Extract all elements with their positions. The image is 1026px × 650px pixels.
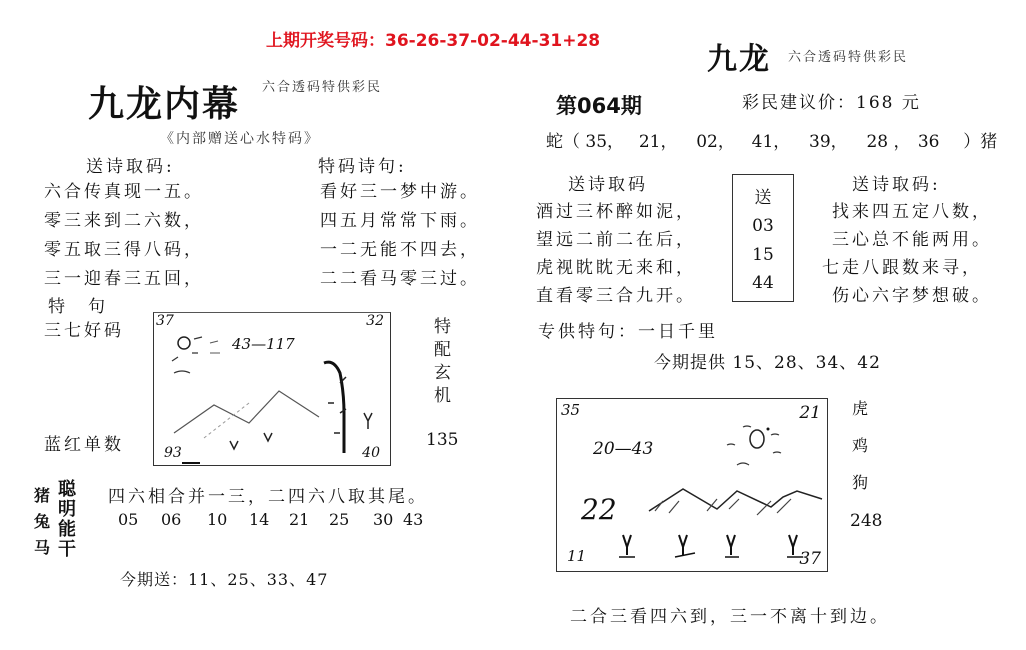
number-item: 06 xyxy=(161,510,182,529)
special-sentence-label: 特 句 xyxy=(48,297,108,317)
left-poem1-heading: 送诗取码: xyxy=(86,157,175,177)
right-side-number: 248 xyxy=(850,511,883,531)
poem-line: 三一迎春三五回， xyxy=(44,269,204,289)
left-number-list xyxy=(118,510,423,529)
vertical-char: 配 xyxy=(434,340,454,360)
number-item: 25 xyxy=(329,510,350,529)
send-numbers-box xyxy=(732,174,794,302)
left-sketch-picture xyxy=(153,312,391,466)
number-item: 10 xyxy=(207,510,228,529)
corner-number: 11 xyxy=(567,547,587,565)
good-codes-label: 三七好码 xyxy=(44,321,124,341)
left-title: 九龙内幕 xyxy=(88,83,241,125)
snake-number: 21， xyxy=(638,132,678,152)
corner-number: 40 xyxy=(362,445,380,461)
footer-rhyme: 二合三看四六到，三一不离十到边。 xyxy=(570,607,890,627)
corner-number: 21 xyxy=(799,403,821,423)
send-number: 44 xyxy=(752,272,774,293)
right-sketch-picture xyxy=(556,398,828,572)
left-side-vertical xyxy=(434,316,454,408)
poem-line: 零五取三得八码， xyxy=(44,240,204,260)
zodiac-char: 鸡 xyxy=(852,436,869,455)
poem-line: 六合传真现一五。 xyxy=(44,182,204,202)
number-item: 05 xyxy=(118,510,139,529)
right-poem2-heading: 送诗取码: xyxy=(852,175,941,195)
corner-number: 35 xyxy=(561,401,581,419)
corner-number: 37 xyxy=(156,313,174,329)
right-poem2 xyxy=(822,198,992,310)
vertical-char: 机 xyxy=(434,386,454,406)
send-number: 15 xyxy=(752,244,774,265)
corner-number: 93 xyxy=(164,445,182,461)
left-poem2 xyxy=(320,178,480,294)
smart-char: 明 xyxy=(58,499,76,520)
right-poem1 xyxy=(536,198,696,310)
poem-line: 零三来到二六数， xyxy=(44,211,204,231)
zodiac-vertical xyxy=(34,483,50,561)
zodiac-char: 狗 xyxy=(852,473,869,492)
snake-prefix: 蛇（ xyxy=(546,132,580,152)
poem-line: 三心总不能两用。 xyxy=(832,230,992,250)
left-side-number: 135 xyxy=(426,430,459,450)
number-item: 30 xyxy=(373,510,394,529)
sketch-big-number: 22 xyxy=(581,493,617,526)
left-rhyme: 四六相合并一三，二四六八取其尾。 xyxy=(108,487,428,507)
right-side-vertical xyxy=(852,390,868,501)
corner-number: 37 xyxy=(799,549,821,569)
smart-char: 能 xyxy=(58,519,76,540)
right-poem1-heading: 送诗取码 xyxy=(568,175,648,195)
number-item: 21 xyxy=(289,510,310,529)
snake-number: 36 xyxy=(917,132,940,152)
poem-line: 酒过三杯醉如泥， xyxy=(536,202,696,222)
corner-number: 32 xyxy=(366,313,384,329)
blue-red-label: 蓝红单数 xyxy=(44,435,124,455)
poem-line: 伤心六字梦想破。 xyxy=(832,286,992,306)
poem-line: 看好三一梦中游。 xyxy=(320,182,480,202)
sketch-text: 43—117 xyxy=(232,335,295,353)
zodiac-char: 马 xyxy=(34,538,51,557)
poem-line: 直看零三合九开。 xyxy=(536,286,696,306)
left-today-send: 今期送：11、25、33、47 xyxy=(120,570,329,589)
poem-line: 找来四五定八数， xyxy=(832,202,992,222)
poem-line: 四五月常常下雨。 xyxy=(320,211,480,231)
zodiac-char: 虎 xyxy=(852,399,869,418)
snake-number: 02， xyxy=(696,132,735,152)
snake-suffix: ）猪 xyxy=(963,132,998,152)
left-poem1 xyxy=(44,178,204,294)
today-offer: 今期提供 15、28、34、42 xyxy=(654,353,881,373)
poem-line: 望远二前二在后， xyxy=(536,230,696,250)
snake-number: 28 ， xyxy=(866,132,911,152)
snake-number: 41， xyxy=(751,132,791,152)
suggested-price: 彩民建议价：168 元 xyxy=(742,93,921,113)
poem-line: 虎视眈眈无来和， xyxy=(536,258,696,278)
smart-char: 聪 xyxy=(58,479,76,500)
number-item: 14 xyxy=(249,510,270,529)
smart-char: 干 xyxy=(58,539,76,560)
sketch-text: 20—43 xyxy=(593,439,654,459)
zodiac-char: 兔 xyxy=(34,512,51,531)
smart-vertical xyxy=(58,480,76,560)
left-poem2-heading: 特码诗句: xyxy=(318,157,407,177)
snake-number: 39， xyxy=(809,132,848,152)
last-draw-numbers: 上期开奖号码：36-26-37-02-44-31+28 xyxy=(266,31,601,51)
issue-number: 第064期 xyxy=(556,94,642,118)
left-tagline: 《内部赠送心水特码》 xyxy=(160,131,320,147)
number-item: 43 xyxy=(403,510,424,529)
zodiac-char: 猪 xyxy=(34,486,51,505)
poem-line: 一二无能不四去， xyxy=(320,240,480,260)
right-subtitle: 六合透码特供彩民 xyxy=(788,50,909,65)
poem-line: 七走八跟数来寻， xyxy=(822,258,982,278)
send-label: 送 xyxy=(754,188,772,209)
special-sentence: 专供特句：一日千里 xyxy=(538,322,718,342)
left-subtitle: 六合透码特供彩民 xyxy=(262,80,383,95)
right-title: 九龙 xyxy=(707,42,771,77)
snake-number-row xyxy=(546,127,997,152)
mountain-bird-sketch xyxy=(557,399,827,571)
vertical-char: 玄 xyxy=(434,363,454,383)
vertical-char: 特 xyxy=(434,317,454,337)
send-number: 03 xyxy=(752,216,774,237)
snake-number: 35， xyxy=(585,132,625,152)
poem-line: 二二看马零三过。 xyxy=(320,269,480,289)
